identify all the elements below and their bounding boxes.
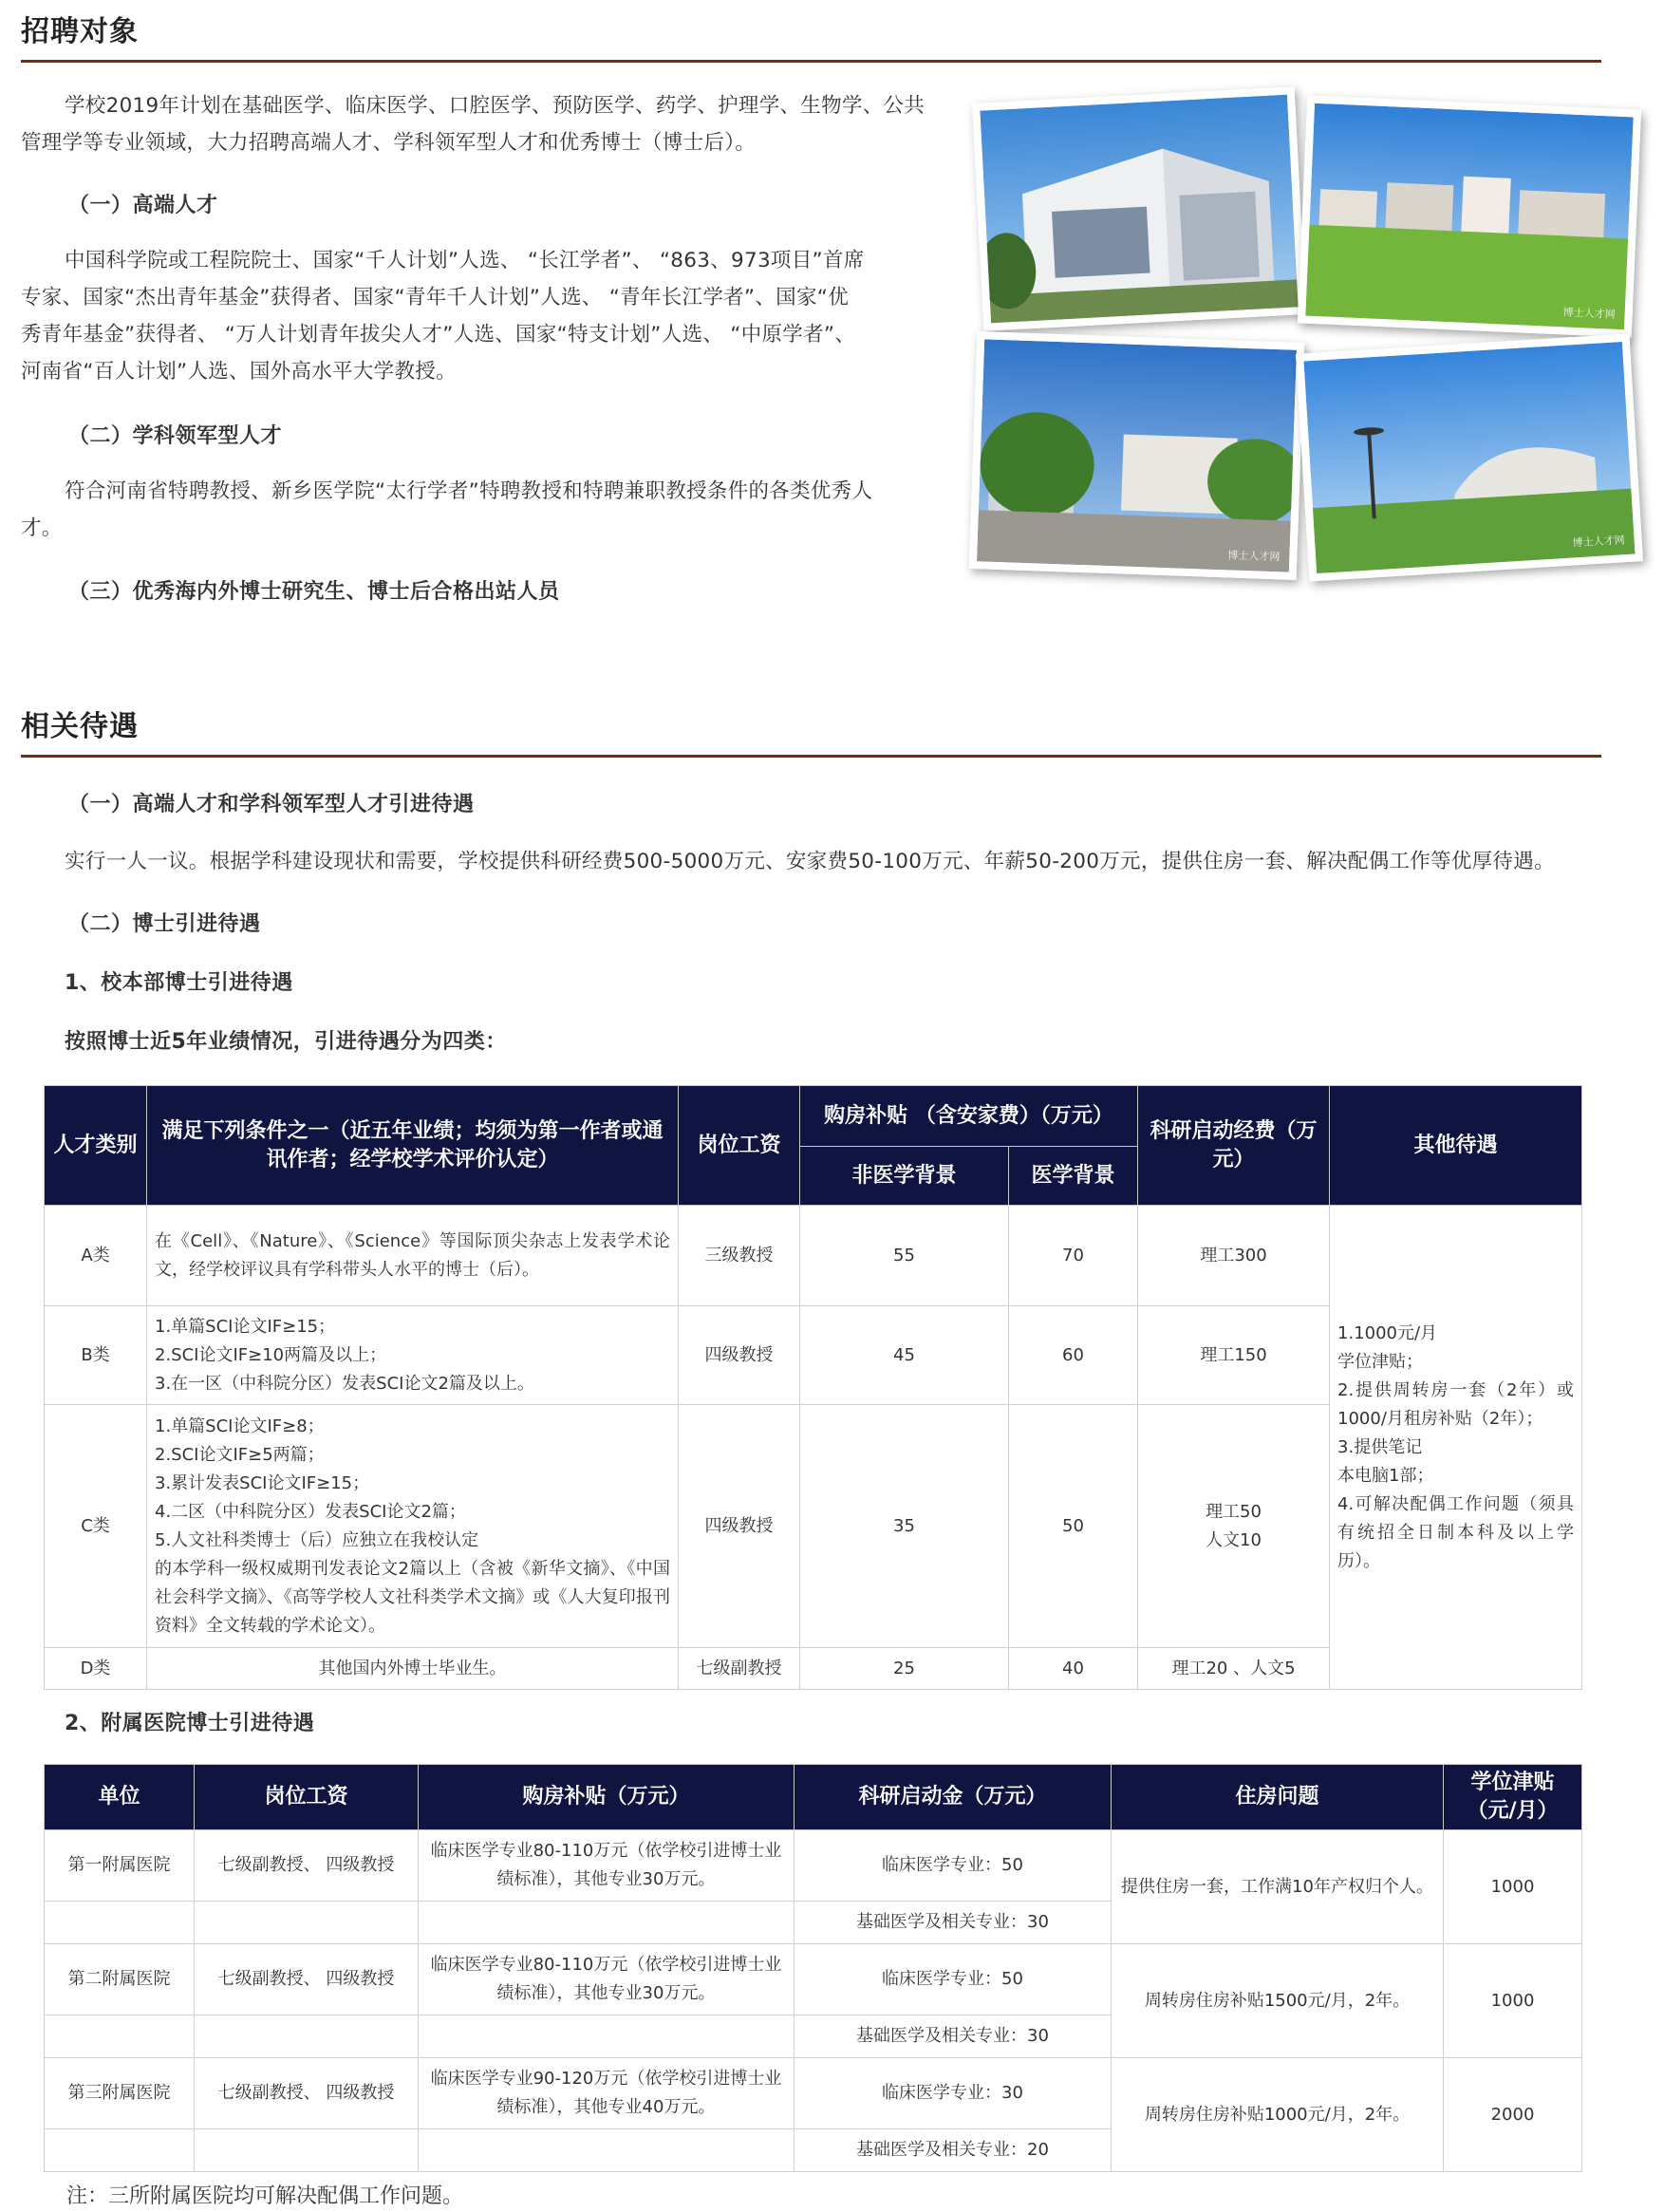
talent-type: A类 — [45, 1206, 147, 1306]
housing-non-medical: 35 — [800, 1405, 1009, 1648]
desc-line: 专家、国家“杰出青年基金”获得者、国家“青年千人计划”人选、 “青年长江学者”、国家“优 — [21, 286, 850, 309]
table-row — [45, 1830, 1582, 1902]
desc-line: 秀青年基金”获得者、 “万人计划青年拔尖人才”人选、国家“特支计划”人选、 “中原学者”、 — [21, 323, 856, 347]
condition-line: 1.单篇SCI论文IF≥15； — [155, 1316, 336, 1337]
housing-medical: 70 — [1009, 1206, 1138, 1306]
fund-clinical: 临床医学专业：50 — [795, 1944, 1112, 2015]
housing-medical: 60 — [1009, 1306, 1138, 1405]
condition-line: 3.累计发表SCI论文IF≥15； — [155, 1472, 370, 1493]
housing-non-medical: 45 — [800, 1306, 1009, 1405]
photo-watermark: 博士人才网 — [1562, 306, 1616, 321]
col-header-housing: 购房补贴 （含安家费）（万元） — [800, 1086, 1138, 1147]
photo-watermark: 博士人才网 — [1227, 549, 1281, 564]
research-fund: 理工150 — [1138, 1306, 1330, 1405]
post-salary: 七级副教授、 四级教授 — [195, 1944, 419, 2015]
other-line: 2.提供周转房一套（2年）或1000/月租房补贴（2年）； — [1337, 1379, 1575, 1429]
photo-watermark: 博士人才网 — [1572, 534, 1625, 550]
fund-clinical: 临床医学专业：30 — [795, 2058, 1112, 2129]
other-line: 1.1000元/月 — [1337, 1322, 1438, 1343]
degree-allowance: 1000 — [1444, 1830, 1582, 1944]
col-header-unit: 单位 — [45, 1765, 195, 1830]
other-benefits — [1330, 1206, 1582, 1690]
campus-photo-lawn — [1298, 95, 1641, 337]
subheading-high-end: （一）高端人才 — [68, 194, 218, 217]
desc-line: 符合河南省特聘教授、新乡医学院“太行学者”特聘教授和特聘兼职教授条件的各类优秀人 — [65, 479, 873, 503]
lawn-image — [1305, 103, 1633, 329]
housing-non-medical: 55 — [800, 1206, 1009, 1306]
col-header-non-medical: 非医学背景 — [800, 1147, 1009, 1206]
trees-image — [977, 339, 1297, 572]
hospital-benefits-table — [44, 1764, 1582, 2172]
table-header-row — [45, 1765, 1582, 1830]
talent-type: B类 — [45, 1306, 147, 1405]
building-image — [980, 95, 1298, 324]
empty-cell — [419, 2015, 795, 2058]
campus-photo-trees — [969, 331, 1305, 580]
subheading-main-campus: 1、校本部博士引进待遇 — [65, 971, 293, 995]
other-line: 4.可解决配偶工作问题（须具有统招全日制本科及以上学历）。 — [1337, 1493, 1575, 1571]
degree-allowance: 2000 — [1444, 2058, 1582, 2172]
col-header-housing: 购房补贴（万元） — [419, 1765, 795, 1830]
main-campus-desc: 按照博士近5年业绩情况，引进待遇分为四类： — [65, 1030, 507, 1054]
housing-medical: 40 — [1009, 1648, 1138, 1690]
research-fund — [1138, 1405, 1330, 1648]
fund-basic: 基础医学及相关专业：30 — [795, 1902, 1112, 1944]
recruit-intro — [21, 87, 961, 161]
post-salary: 七级副教授 — [679, 1648, 800, 1690]
leader-desc — [21, 473, 961, 547]
post-salary: 四级教授 — [679, 1405, 800, 1648]
condition-line: 1.单篇SCI论文IF≥8； — [155, 1415, 325, 1436]
talent-type: C类 — [45, 1405, 147, 1648]
unit: 第三附属医院 — [45, 2058, 195, 2129]
other-line: 3.提供笔记 — [1337, 1436, 1423, 1457]
housing-medical: 50 — [1009, 1405, 1138, 1648]
col-header-housing-issue: 住房问题 — [1112, 1765, 1444, 1830]
housing-subsidy: 临床医学专业80-110万元（依学校引进博士业绩标准），其他专业30万元。 — [419, 1944, 795, 2015]
housing-non-medical: 25 — [800, 1648, 1009, 1690]
condition-line: 5.人文社科类博士（后）应独立在我校认定 — [155, 1529, 479, 1550]
col-header-research-fund: 科研启动经费（万元） — [1138, 1086, 1330, 1206]
post-salary: 三级教授 — [679, 1206, 800, 1306]
intro-line: 学校2019年计划在基础医学、临床医学、口腔医学、预防医学、药学、护理学、生物学、公共 — [65, 94, 925, 118]
fund-line: 理工50 — [1206, 1501, 1262, 1522]
col-header-research-fund: 科研启动金（万元） — [795, 1765, 1112, 1830]
col-header-post-salary: 岗位工资 — [679, 1086, 800, 1206]
empty-cell — [45, 1902, 195, 1944]
table-row — [45, 1944, 1582, 2015]
housing-subsidy: 临床医学专业80-110万元（依学校引进博士业绩标准），其他专业30万元。 — [419, 1830, 795, 1902]
empty-cell — [45, 2015, 195, 2058]
other-line: 本电脑1部； — [1337, 1465, 1434, 1486]
col-header-degree-allowance: 学位津贴（元/月） — [1444, 1765, 1582, 1830]
fund-basic: 基础医学及相关专业：30 — [795, 2015, 1112, 2058]
other-line: 学位津贴； — [1337, 1351, 1424, 1372]
desc-line: 河南省“百人计划”人选、国外高水平大学教授。 — [21, 360, 457, 384]
housing-issue: 提供住房一套，工作满10年产权归个人。 — [1112, 1830, 1444, 1944]
col-header-condition: 满足下列条件之一（近五年业绩；均须为第一作者或通讯作者；经学校学术评价认定） — [147, 1086, 679, 1206]
campus-photo-building — [972, 86, 1306, 330]
table-row — [45, 1206, 1582, 1306]
empty-cell — [45, 2129, 195, 2172]
campus-photo-plaza — [1296, 333, 1643, 581]
section-title-recruit: 招聘对象 — [21, 15, 139, 48]
research-fund: 理工20 、人文5 — [1138, 1648, 1330, 1690]
empty-cell — [195, 2015, 419, 2058]
subheading-doctor-benefits: （二）博士引进待遇 — [68, 912, 261, 936]
post-salary: 七级副教授、 四级教授 — [195, 2058, 419, 2129]
desc-line: 才。 — [21, 516, 63, 540]
post-salary: 四级教授 — [679, 1306, 800, 1405]
table-row — [45, 2058, 1582, 2129]
section-divider — [21, 60, 1601, 63]
post-salary: 七级副教授、 四级教授 — [195, 1830, 419, 1902]
col-header-medical: 医学背景 — [1009, 1147, 1138, 1206]
housing-issue: 周转房住房补贴1000元/月，2年。 — [1112, 2058, 1444, 2172]
subheading-hospitals: 2、附属医院博士引进待遇 — [65, 1712, 315, 1735]
condition-line: 的本学科一级权威期刊发表论文2篇以上（含被《新华文摘》、《中国社会科学文摘》、《高等学校人文社科类学术文摘》或《人大复印报刊资料》全文转载的学术论文）。 — [155, 1558, 670, 1636]
empty-cell — [419, 2129, 795, 2172]
condition — [147, 1405, 679, 1648]
condition-line: 2.SCI论文IF≥5两篇； — [155, 1444, 325, 1465]
table-header-row — [45, 1086, 1582, 1147]
fund-basic: 基础医学及相关专业：20 — [795, 2129, 1112, 2172]
degree-allowance: 1000 — [1444, 1944, 1582, 2058]
col-header-other: 其他待遇 — [1330, 1086, 1582, 1206]
section-title-benefits: 相关待遇 — [21, 710, 139, 743]
high-end-desc — [21, 242, 961, 390]
fund-line: 人文10 — [1206, 1529, 1262, 1550]
unit: 第一附属医院 — [45, 1830, 195, 1902]
condition-line: 4.二区（中科院分区）发表SCI论文2篇； — [155, 1501, 466, 1522]
talent-type: D类 — [45, 1648, 147, 1690]
col-header-type: 人才类别 — [45, 1086, 147, 1206]
housing-subsidy: 临床医学专业90-120万元（依学校引进博士业绩标准），其他专业40万元。 — [419, 2058, 795, 2129]
empty-cell — [419, 1902, 795, 1944]
research-fund: 理工300 — [1138, 1206, 1330, 1306]
condition: 在《Cell》、《Nature》、《Science》等国际顶尖杂志上发表学术论文，经学校评议具有学科带头人水平的博士（后）。 — [147, 1206, 679, 1306]
subheading-leader: （二）学科领军型人才 — [68, 424, 283, 448]
section-divider — [21, 755, 1601, 758]
condition — [147, 1306, 679, 1405]
condition: 其他国内外博士毕业生。 — [147, 1648, 679, 1690]
housing-issue: 周转房住房补贴1500元/月，2年。 — [1112, 1944, 1444, 2058]
subheading-high-end-benefits: （一）高端人才和学科领军型人才引进待遇 — [68, 793, 475, 816]
empty-cell — [195, 2129, 419, 2172]
empty-cell — [195, 1902, 419, 1944]
desc-line: 中国科学院或工程院院士、国家“千人计划”人选、 “长江学者”、 “863、973项目”首席 — [65, 249, 865, 272]
unit: 第二附属医院 — [45, 1944, 195, 2015]
footnote: 注：三所附属医院均可解决配偶工作问题。 — [66, 2184, 464, 2208]
subheading-doctor: （三）优秀海内外博士研究生、博士后合格出站人员 — [68, 580, 560, 604]
fund-clinical: 临床医学专业：50 — [795, 1830, 1112, 1902]
condition-line: 3.在一区（中科院分区）发表SCI论文2篇及以上。 — [155, 1373, 534, 1394]
intro-line: 管理学等专业领域，大力招聘高端人才、学科领军型人才和优秀博士（博士后）。 — [21, 131, 757, 155]
main-campus-benefits-table — [44, 1085, 1582, 1690]
condition-line: 2.SCI论文IF≥10两篇及以上； — [155, 1344, 387, 1365]
col-header-post-salary: 岗位工资 — [195, 1765, 419, 1830]
high-end-benefits-desc: 实行一人一议。根据学科建设现状和需要，学校提供科研经费500-5000万元、安家费50-100万元、年薪50-200万元，提供住房一套、解决配偶工作等优厚待遇。 — [65, 850, 1555, 873]
